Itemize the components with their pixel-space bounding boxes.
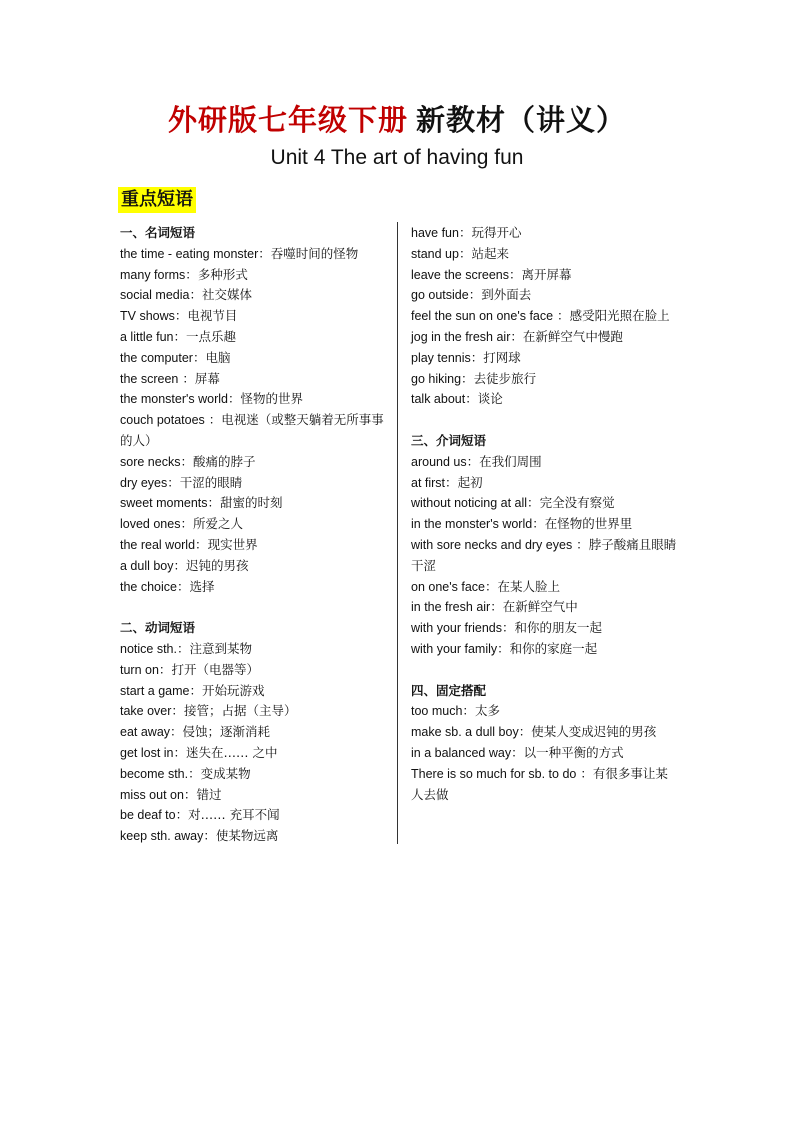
phrase-row [411, 223, 679, 244]
phrase-row [411, 285, 679, 306]
phrase-separator: ： [510, 328, 523, 344]
phrase-separator: ： [511, 744, 524, 760]
phrase-row [411, 639, 679, 660]
phrase-list [411, 452, 679, 660]
phrase-row [411, 473, 679, 494]
column-divider [397, 222, 398, 844]
phrase-row [411, 743, 679, 764]
phrase-separator: ： [576, 765, 593, 781]
phrase-separator: ： [466, 453, 480, 469]
phrase-row [411, 452, 679, 473]
phrase-chinese: 侵蚀；逐渐消耗 [182, 724, 271, 740]
phrase-separator: ： [176, 578, 190, 594]
phrase-row [411, 535, 679, 577]
phrase-separator: ： [174, 308, 188, 324]
phrase-english: the real world [120, 537, 196, 552]
phrase-chinese: 酸痛的脖子 [192, 453, 256, 469]
phrase-english: eat away [120, 725, 171, 740]
phrase-english: too much [411, 704, 463, 719]
phrase-row [411, 369, 679, 390]
phrase-chinese: 站起来 [471, 245, 509, 261]
phrase-row [411, 618, 679, 639]
group-title-prep: 三、介词短语 [411, 432, 487, 448]
phrase-row [120, 306, 390, 327]
phrase-english: There is so much for sb. to do [411, 766, 577, 781]
phrase-english: become sth. [120, 766, 189, 781]
phrase-chinese: 现实世界 [207, 536, 258, 552]
section-label: 重点短语 [118, 187, 196, 213]
phrase-row [411, 514, 679, 535]
phrase-separator: ： [173, 557, 187, 573]
phrase-separator: ： [572, 536, 589, 552]
phrase-separator: ： [176, 640, 190, 656]
phrase-chinese: 谈论 [477, 391, 503, 407]
unit-subtitle: Unit 4 The art of having fun [270, 146, 524, 169]
phrase-row [120, 743, 390, 764]
phrase-separator: ： [173, 328, 187, 344]
phrase-row [120, 722, 390, 743]
phrase-english: have fun [411, 226, 459, 240]
phrase-english: loved ones [120, 517, 181, 532]
phrase-list [120, 244, 390, 598]
phrase-chinese: 玩得开心 [471, 225, 522, 240]
phrase-chinese: 脖子酸痛且眼睛干涩 [411, 536, 677, 573]
phrase-chinese: 太多 [474, 703, 500, 719]
phrase-separator: ： [167, 474, 180, 490]
phrase-english: a little fun [120, 329, 174, 344]
phrase-separator: ： [192, 349, 206, 365]
phrase-separator: ： [502, 620, 515, 636]
phrase-row [120, 535, 390, 556]
phrase-row [120, 681, 390, 702]
phrase-row [120, 327, 390, 348]
phrase-english: play tennis [411, 350, 471, 365]
phrase-separator: ： [458, 245, 472, 261]
phrase-chinese: 怪物的世界 [240, 391, 304, 407]
phrase-row [120, 348, 390, 369]
phrase-english: miss out on [120, 787, 184, 802]
phrase-row [120, 639, 390, 660]
page-title [0, 98, 794, 139]
phrase-chinese: 感受阳光照在脸上 [569, 308, 670, 324]
phrase-chinese: 开始玩游戏 [202, 682, 265, 698]
phrase-separator: ： [185, 266, 198, 282]
phrase-separator: ： [195, 536, 208, 552]
phrase-chinese: 接管；占据（主导） [183, 703, 297, 719]
phrase-english: social media [120, 288, 190, 303]
phrase-row [120, 785, 390, 806]
phrase-row [120, 826, 390, 847]
phrase-row [120, 244, 390, 265]
phrase-english: stand up [411, 246, 459, 261]
phrase-chinese: 屏幕 [194, 370, 220, 386]
phrase-english: the choice [120, 579, 177, 594]
phrase-separator: ： [171, 703, 184, 719]
title-red: 外研版七年级下册 [167, 103, 408, 137]
phrase-chinese: 多种形式 [197, 266, 248, 282]
phrase-row [411, 306, 679, 327]
phrase-separator: ： [189, 287, 202, 303]
phrase-english: notice sth. [120, 641, 177, 656]
title-black: 新教材（讲义） [416, 103, 627, 137]
phrase-row [120, 577, 390, 598]
phrase-english: sore necks [120, 454, 181, 469]
phrase-row [120, 473, 390, 494]
phrase-row [411, 722, 679, 743]
left-column [120, 223, 390, 847]
phrase-row [120, 369, 390, 390]
phrase-english: feel the sun on one's face [411, 309, 554, 324]
phrase-row [120, 764, 390, 785]
phrase-chinese: 甜蜜的时刻 [220, 495, 283, 511]
phrase-separator: ： [468, 287, 482, 303]
phrase-english: get lost in [120, 745, 174, 760]
phrase-chinese: 迷失在…… 之中 [186, 744, 278, 760]
phrase-chinese: 迟钝的男孩 [186, 557, 249, 573]
phrase-chinese: 到外面去 [481, 287, 532, 303]
phrase-separator: ： [458, 225, 472, 240]
phrase-english: go outside [411, 288, 469, 303]
phrase-list [120, 639, 390, 847]
phrase-separator: ： [180, 453, 193, 469]
phrase-english: go hiking [411, 371, 462, 386]
right-column [411, 223, 679, 805]
phrase-chinese: 有很多事让某人去做 [411, 765, 668, 802]
phrase-chinese: 在我们周围 [479, 453, 542, 469]
phrase-separator: ： [189, 682, 202, 698]
phrase-row [120, 556, 390, 577]
phrase-separator: ： [203, 828, 216, 844]
phrase-english: with sore necks and dry eyes [411, 537, 573, 552]
phrase-row [120, 285, 390, 306]
phrase-row [411, 764, 679, 806]
phrase-separator: ： [518, 724, 532, 740]
phrase-chinese: 和你的朋友一起 [514, 620, 603, 636]
phrase-english: TV shows [120, 309, 175, 324]
phrase-separator: ： [173, 744, 187, 760]
phrase-row [411, 493, 679, 514]
phrase-separator: ： [490, 599, 503, 615]
phrase-row [120, 410, 390, 452]
phrase-separator: ： [462, 703, 475, 719]
phrase-separator: ： [188, 765, 201, 781]
phrase-separator: ： [258, 245, 271, 261]
phrase-chinese: 去徒步旅行 [473, 370, 537, 386]
phrase-row [120, 701, 390, 722]
phrase-row [411, 348, 679, 369]
group-title-noun: 一、名词短语 [120, 225, 196, 240]
phrase-chinese: 所爱之人 [192, 516, 243, 532]
phrase-english: with your friends [411, 621, 503, 636]
phrase-separator: ： [527, 495, 540, 511]
phrase-chinese: 电脑 [205, 349, 231, 365]
phrase-separator: ： [180, 516, 193, 532]
phrase-separator: ： [465, 391, 478, 407]
phrase-english: take over [120, 704, 172, 719]
phrase-separator: ： [227, 391, 241, 407]
phrase-separator: ： [497, 640, 510, 656]
phrase-chinese: 在新鲜空气中慢跑 [522, 328, 623, 344]
phrase-row [120, 805, 390, 826]
phrase-english: the screen [120, 371, 179, 386]
phrase-english: couch potatoes [120, 413, 205, 428]
phrase-row [411, 327, 679, 348]
phrase-english: many forms [120, 267, 186, 282]
phrase-english: the monster's world [120, 392, 228, 407]
phrase-chinese: 变成某物 [200, 765, 251, 781]
phrase-english: leave the screens [411, 267, 509, 282]
phrase-chinese: 使某人变成迟钝的男孩 [531, 724, 657, 740]
phrase-separator: ： [484, 578, 498, 594]
phrase-separator: ： [175, 807, 189, 823]
phrase-chinese: 打开（电器等） [171, 661, 259, 677]
group-title-verb: 二、动词短语 [120, 620, 196, 636]
phrase-row [411, 389, 679, 410]
phrase-list [411, 223, 679, 410]
phrase-row [411, 577, 679, 598]
phrase-separator: ： [553, 308, 570, 324]
phrase-chinese: 在怪物的世界里 [544, 516, 633, 532]
phrase-english: turn on [120, 662, 159, 677]
phrase-english: make sb. a dull boy [411, 725, 519, 740]
phrase-row [120, 452, 390, 473]
phrase-separator: ： [158, 661, 172, 677]
phrase-row [411, 265, 679, 286]
phrase-english: in the monster's world [411, 517, 533, 532]
phrase-english: jog in the fresh air [411, 329, 511, 344]
phrase-chinese: 一点乐趣 [186, 328, 237, 344]
phrase-separator: ： [183, 786, 197, 802]
phrase-chinese: 选择 [189, 578, 215, 594]
phrase-english: at first [411, 475, 446, 490]
phrase-english: start a game [120, 683, 190, 698]
phrase-english: sweet moments [120, 496, 208, 511]
phrase-english: a dull boy [120, 558, 174, 573]
phrase-chinese: 社交媒体 [202, 287, 253, 303]
phrase-english: keep sth. away [120, 829, 204, 844]
phrase-separator: ： [445, 474, 458, 490]
phrase-chinese: 在新鲜空气中 [502, 599, 578, 615]
phrase-row [411, 597, 679, 618]
phrase-chinese: 干涩的眼睛 [179, 474, 243, 490]
phrase-separator: ： [508, 266, 522, 282]
phrase-english: dry eyes [120, 475, 168, 490]
phrase-row [120, 660, 390, 681]
phrase-list [411, 701, 679, 805]
phrase-separator: ： [470, 349, 484, 365]
phrase-separator: ： [178, 370, 195, 386]
phrase-chinese: 对…… 充耳不闻 [188, 807, 280, 823]
phrase-english: be deaf to [120, 808, 176, 823]
phrase-chinese: 错过 [196, 786, 222, 802]
phrase-chinese: 电视迷（或整天躺着无所事事的人） [120, 412, 384, 448]
phrase-chinese: 注意到某物 [189, 640, 253, 656]
phrase-chinese: 吞噬时间的怪物 [270, 245, 359, 261]
phrase-english: with your family [411, 641, 498, 656]
phrase-chinese: 完全没有察觉 [539, 495, 615, 511]
phrase-chinese: 打网球 [483, 349, 521, 365]
phrase-separator: ： [207, 495, 221, 511]
phrase-row [120, 514, 390, 535]
phrase-english: talk about [411, 392, 466, 407]
phrase-chinese: 使某物远离 [215, 828, 279, 844]
phrase-chinese: 离开屏幕 [521, 266, 572, 282]
phrase-row [411, 244, 679, 265]
phrase-chinese: 和你的家庭一起 [509, 640, 598, 656]
phrase-chinese: 起初 [457, 474, 483, 490]
phrase-english: in a balanced way [411, 745, 512, 760]
phrase-separator: ： [170, 724, 183, 740]
phrase-english: around us [411, 454, 467, 469]
phrase-chinese: 电视节目 [187, 308, 238, 324]
phrase-english: without noticing at all [411, 496, 528, 511]
phrase-separator: ： [204, 412, 222, 428]
phrase-english: in the fresh air [411, 600, 491, 615]
phrase-separator: ： [532, 516, 545, 532]
group-title-fixed: 四、固定搭配 [411, 682, 487, 698]
phrase-row [411, 701, 679, 722]
phrase-separator: ： [461, 370, 474, 386]
phrase-english: the computer [120, 350, 193, 365]
phrase-chinese: 在某人脸上 [497, 578, 560, 594]
phrase-english: the time - eating monster [120, 246, 259, 261]
phrase-chinese: 以一种平衡的方式 [523, 744, 624, 760]
phrase-row [120, 265, 390, 286]
phrase-row [120, 389, 390, 410]
phrase-english: on one's face [411, 579, 485, 594]
phrase-row [120, 493, 390, 514]
